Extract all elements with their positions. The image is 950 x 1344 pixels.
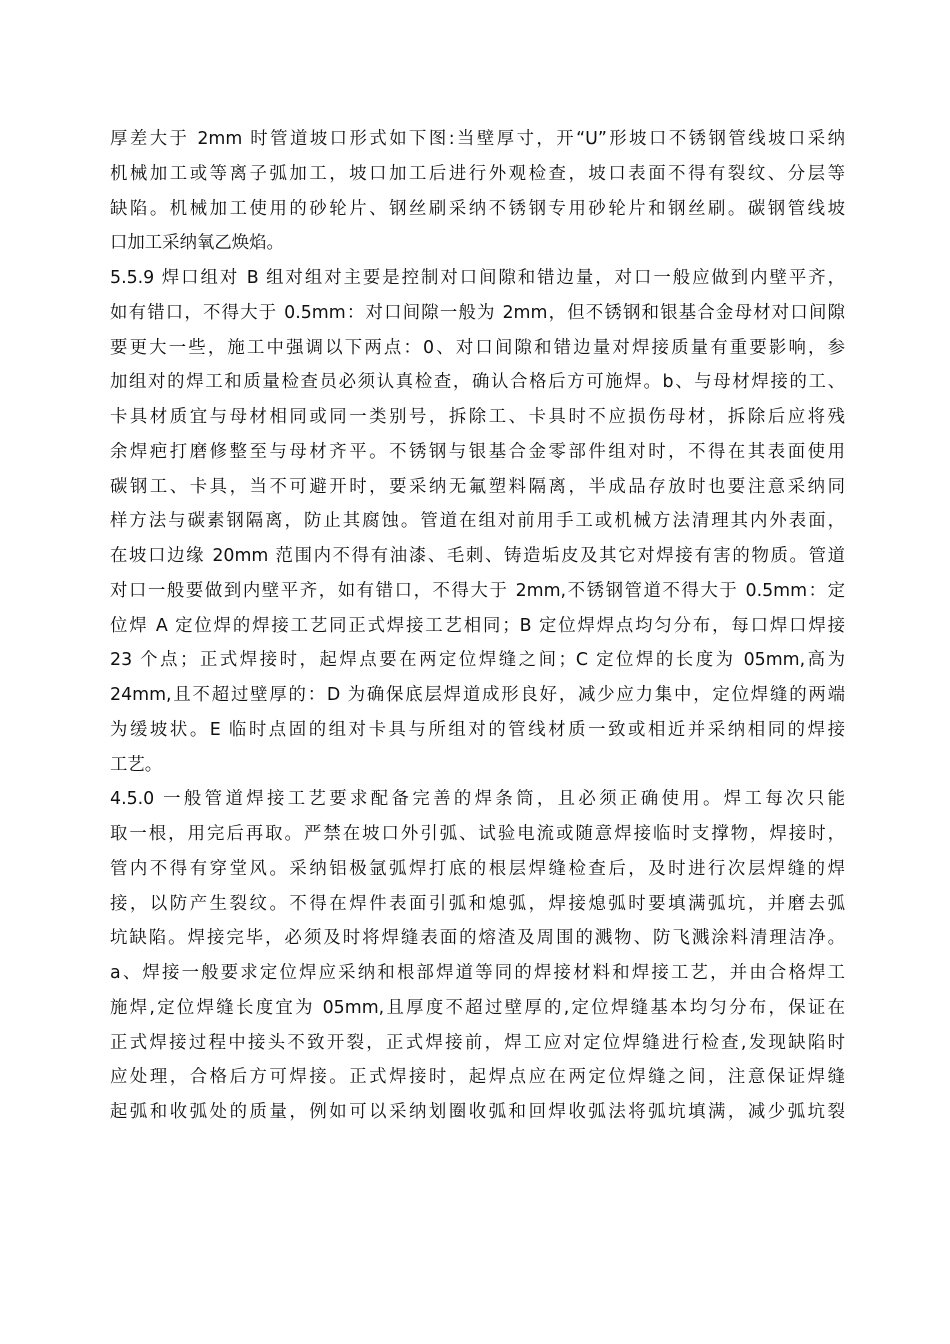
text-line: 24mm,且不超过壁厚的：D 为确保底层焊道成形良好，减少应力集中，定位焊缝的两端 bbox=[110, 685, 845, 705]
text-line: 缺陷。机械加工使用的砂轮片、钢丝刷采纳不锈钢专用砂轮片和钢丝刷。碳钢管线坡 bbox=[110, 198, 845, 219]
text-line: 4.5.0 一般管道焊接工艺要求配备完善的焊条筒，且必须正确使用。焊工每次只能 bbox=[110, 789, 845, 810]
text-line: 5.5.9 焊口组对 B 组对组对主要是控制对口间隙和错边量，对口一般应做到内壁平齐， bbox=[110, 268, 845, 288]
text-line: 要更大一些，施工中强调以下两点：0、对口间隙和错边量对焊接质量有重要影响，参 bbox=[110, 337, 845, 358]
text-line: 在坡口边缘 20mm 范围内不得有油漆、毛刺、铸造垢皮及其它对焊接有害的物质。管道 bbox=[110, 546, 845, 566]
text-line: 应处理，合格后方可焊接。正式焊接时，起焊点应在两定位焊缝之间，注意保证焊缝 bbox=[110, 1067, 845, 1088]
text-line: 碳钢工、卡具，当不可避开时，要采纳无氟塑料隔离，半成品存放时也要注意采纳同 bbox=[110, 476, 845, 497]
text-line: 取一根，用完后再取。严禁在坡口外引弧、试验电流或随意焊接临时支撑物，焊接时， bbox=[110, 824, 845, 844]
text-line: a、焊接一般要求定位焊应采纳和根部焊道等同的焊接材料和焊接工艺，并由合格焊工 bbox=[110, 963, 845, 983]
text-line: 23 个点；正式焊接时，起焊点要在两定位焊缝之间；C 定位焊的长度为 05mm,高为 bbox=[110, 650, 845, 671]
text-line: 机械加工或等离子弧加工，坡口加工后进行外观检查，坡口表面不得有裂纹、分层等 bbox=[110, 163, 845, 184]
text-line: 位焊 A 定位焊的焊接工艺同正式焊接工艺相同；B 定位焊焊点均匀分布，每口焊口焊接 bbox=[110, 615, 845, 636]
text-line: 工艺。 bbox=[110, 754, 163, 775]
text-line: 厚差大于 2mm 时管道坡口形式如下图:当壁厚寸，开“U”形坡口不锈钢管线坡口采纳 bbox=[110, 129, 845, 149]
text-line: 坑缺陷。焊接完毕，必须及时将焊缝表面的熔渣及周围的溅物、防飞溅涂料清理洁净。 bbox=[110, 928, 845, 949]
text-line: 起弧和收弧处的质量，例如可以采纳划圈收弧和回焊收弧法将弧坑填满，减少弧坑裂 bbox=[110, 1102, 845, 1122]
text-line: 对口一般要做到内壁平齐，如有错口，不得大于 2mm,不锈钢管道不得大于 0.5mm：定 bbox=[110, 580, 845, 601]
text-line: 加组对的焊工和质量检查员必须认真检查，确认合格后方可施焊。b、与母材焊接的工、 bbox=[110, 372, 845, 393]
text-line: 余焊疤打磨修整至与母材齐平。不锈钢与银基合金零部件组对时，不得在其表面使用 bbox=[110, 441, 845, 462]
text-line: 管内不得有穿堂风。采纳铝极氩弧焊打底的根层焊缝检查后，及时进行次层焊缝的焊 bbox=[110, 858, 845, 879]
text-line: 如有错口，不得大于 0.5mm：对口间隙一般为 2mm，但不锈钢和银基合金母材对口间隙 bbox=[110, 302, 845, 323]
text-line: 样方法与碳素钢隔离，防止其腐蚀。管道在组对前用手工或机械方法清理其内外表面， bbox=[110, 511, 845, 532]
text-line: 为缓坡状。E 临时点固的组对卡具与所组对的管线材质一致或相近并采纳相同的焊接 bbox=[110, 719, 845, 740]
text-line: 正式焊接过程中接头不致开裂，正式焊接前，焊工应对定位焊缝进行检查,发现缺陷时 bbox=[110, 1032, 845, 1053]
text-line: 施焊,定位焊缝长度宜为 05mm,且厚度不超过壁厚的,定位焊缝基本均匀分布，保证在 bbox=[110, 997, 845, 1018]
text-line: 接，以防产生裂纹。不得在焊件表面引弧和熄弧，焊接熄弧时要填满弧坑，并磨去弧 bbox=[110, 893, 845, 914]
text-line: 口加工采纳氧乙焕焰。 bbox=[110, 233, 284, 254]
text-line: 卡具材质宜与母材相同或同一类别号，拆除工、卡具时不应损伤母材，拆除后应将残 bbox=[110, 407, 845, 427]
body-text bbox=[110, 122, 845, 1130]
